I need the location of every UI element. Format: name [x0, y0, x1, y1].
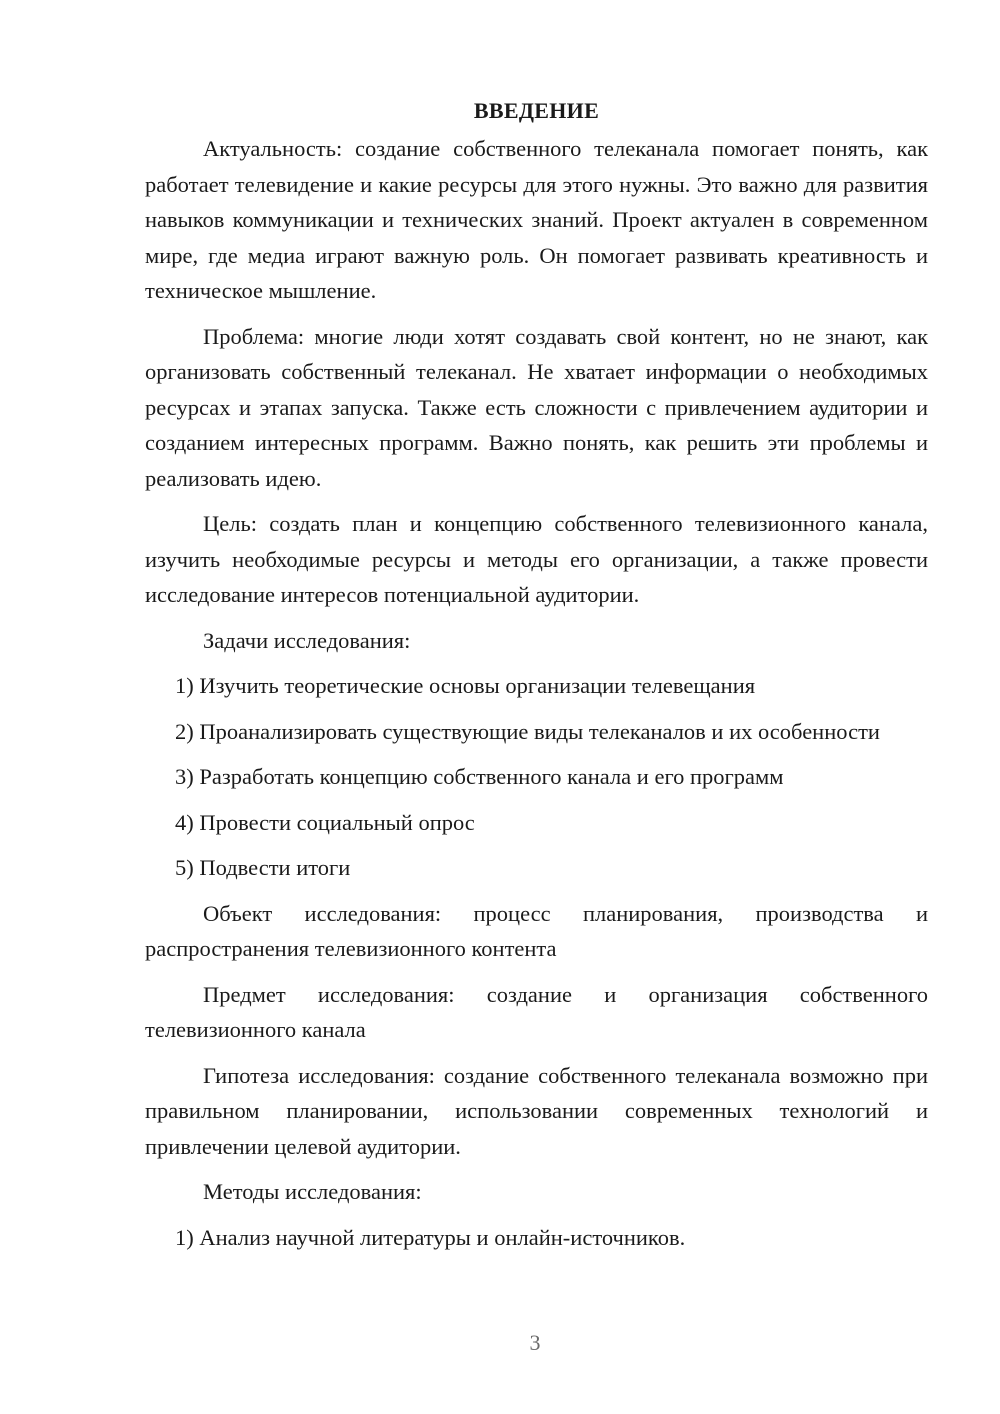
task-item: 5) Подвести итоги — [175, 855, 351, 880]
document-page — [145, 94, 928, 1265]
tasks-heading: Задачи исследования: — [203, 627, 411, 653]
task-item: 2) Проанализировать существующие виды телеканалов и их особенности — [175, 718, 880, 744]
page-title: ВВЕДЕНИЕ — [473, 98, 600, 123]
task-item: 1) Изучить теоретические основы организации телевещания — [175, 673, 756, 698]
subject-paragraph: Предмет исследования: создание и организация собственного телевизионного канала — [145, 981, 928, 1042]
page-number: 3 — [529, 1330, 541, 1355]
task-item: 3) Разработать концепцию собственного канала и его программ — [175, 764, 784, 789]
hypothesis-paragraph: Гипотеза исследования: создание собственного телеканала возможно при правильном планировании, использовании современных технологий и привлечении целевой аудитории. — [145, 1062, 928, 1159]
goal-paragraph: Цель: создать план и концепцию собственного телевизионного канала, изучить необходимые ресурсы и методы его организации, а также провести исследование интересов потенциальной аудитории. — [145, 511, 928, 607]
problem-paragraph: Проблема: многие люди хотят создавать свой контент, но не знают, как организовать собственный телеканал. Не хватает информации о необходимых ресурсах и этапах запуска. Также есть сложности с привлечением аудитории и созданием интересных программ. Важно понять, как решить эти проблемы и реализовать идею. — [145, 323, 928, 491]
methods-heading: Методы исследования: — [203, 1179, 422, 1204]
method-item: 1) Анализ научной литературы и онлайн-источников. — [175, 1224, 686, 1250]
object-paragraph: Объект исследования: процесс планирования, производства и распространения телевизионного контента — [145, 900, 928, 961]
task-item: 4) Провести социальный опрос — [175, 809, 475, 835]
relevance-paragraph: Актуальность: создание собственного телеканала помогает понять, как работает телевидение и какие ресурсы для этого нужны. Это важно для развития навыков коммуникации и технических знаний. Проект актуален в современном мире, где медиа играют важную роль. Он помогает развивать креативность и техническое мышление. — [145, 136, 928, 303]
